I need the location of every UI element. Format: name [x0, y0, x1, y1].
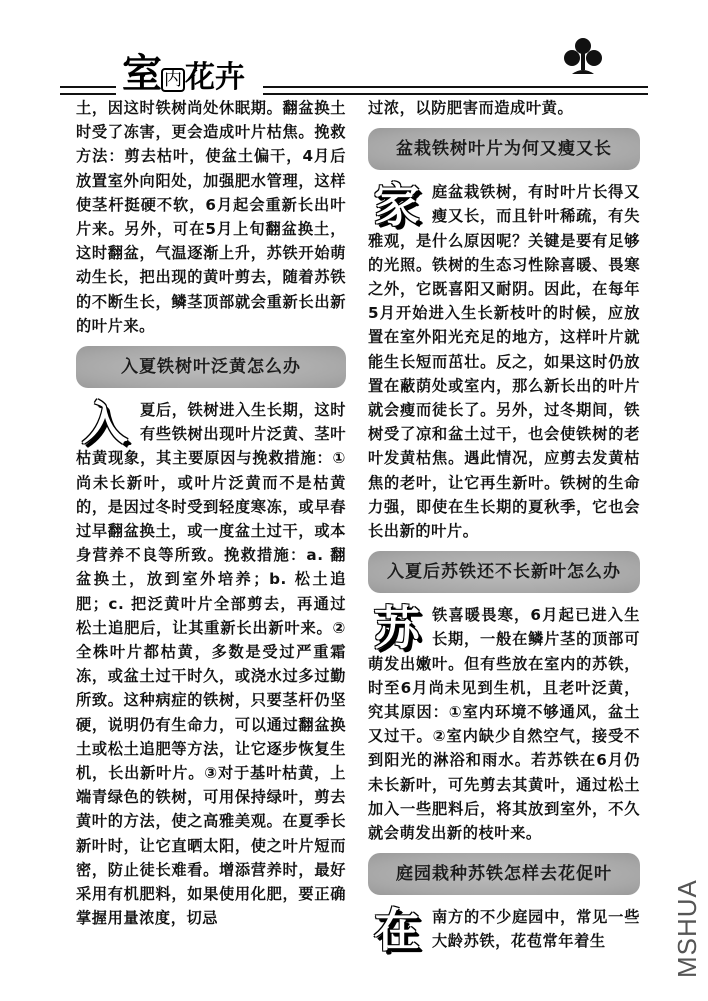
continued-paragraph: 过浓，以防肥害而造成叶黄。 [368, 99, 574, 117]
section-title [122, 42, 245, 99]
article-paragraph [368, 180, 640, 543]
right-column [368, 96, 640, 958]
club-flower-icon [558, 34, 608, 82]
title-boxed-char: 内 [161, 68, 185, 92]
paragraph-body: 铁喜暖畏寒，6月起已进入生长期，一般在鳞片茎的顶部可萌发出嫩叶。但有些放在室内的苏铁，时至6月尚未见到生机，且老叶泛黄，究其原因：①室内环境不够通风，盆土又过干。②室内缺少自然空气，接受不到阳光的淋浴和雨水。若苏铁在6月仍未长新叶，可先剪去其黄叶，通过松土加入一些肥料后，将其放到室外，不久就会萌发出新的枝叶来。 [368, 606, 640, 843]
dropcap: 在 [373, 903, 421, 958]
section-heading: 庭园栽种苏铁怎样去花促叶 [368, 853, 640, 895]
masthead [58, 38, 658, 98]
paragraph-body: 庭盆栽铁树，有时叶片长得又瘦又长，而且针叶稀疏，有失雅观，是什么原因呢？关键是要有足够的光照。铁树的生态习性除喜暖、畏寒之外，它既喜阳又耐阴。因此，在每年5月开始进入生长新枝叶的时候，应放置在室外阳光充足的地方，这样叶片就能生长短而茁壮。反之，如果这时仍放置在蔽荫处或室内，那么新长出的叶片就会瘦而徒长了。另外，过冬期间，铁树受了凉和盆土过干，也会使铁树的老叶发黄枯焦。遇此情况，应剪去发黄枯焦的老叶，让它再生新叶。铁树的生命力强，即使在生长期的夏秋季，它也会长出新的叶片。 [368, 183, 640, 541]
section-heading: 盆栽铁树叶片为何又瘦又长 [368, 128, 640, 170]
paragraph-body: 夏后，铁树进入生长期，这时有些铁树出现叶片泛黄、茎叶枯黄现象，其主要原因与挽救措施：①尚未长新叶，或叶片泛黄而不是枯黄的，是因过冬时受到轻度寒冻，或早春过早翻盆换土，或一度盆土过干，或本身营养不良等所致。挽救措施：a. 翻盆换土，放到室外培养；b. 松土追肥；c. 把泛黄叶片全部剪去，再通过松土追肥后，让其重新长出新叶来。②全株叶片都枯黄，多数是受过严重霜冻，或盆土过干时久，或浇水过多过勤所致。这种病症的铁树，只要茎杆仍坚硬，说明仍有生命力，可以通过翻盆换土或松土追肥等方法，让它逐步恢复生机，长出新叶片。③对于基叶枯黄，上端青绿色的铁树，可用保持绿叶，剪去黄叶的方法，使之高雅美观。在夏季长新叶时，让它直晒太阳，使之叶片短而密，防止徒长难看。增添营养时，最好采用有机肥料，如果使用化肥，要正确掌握用量浓度，切忌 [76, 401, 346, 928]
title-part-2: 花卉 [185, 60, 245, 95]
dropcap: 苏 [373, 601, 421, 656]
article-paragraph [368, 603, 640, 845]
watermark: MSHUA [672, 879, 702, 978]
continued-paragraph: 土，因这时铁树尚处休眠期。翻盆换土时受了冻害，更会造成叶片枯焦。挽救方法：剪去枯叶，使盆土偏干，4月后放置室外向阳处，加强肥水管理，这样使茎杆挺硬不软，6月起会重新长出叶片来。另外，可在5月上旬翻盆换土，这时翻盆，气温逐渐上升，苏铁开始萌动生长，把出现的黄叶剪去，随着苏铁的不断生长，鳞茎顶部就会重新长出新的叶片来。 [76, 99, 346, 335]
masthead-rule-left [60, 86, 116, 95]
article-paragraph [368, 903, 640, 958]
section-heading: 入夏铁树叶泛黄怎么办 [76, 346, 346, 388]
article-paragraph [76, 398, 346, 930]
paragraph-body: 南方的不少庭园中，常见一些大龄苏铁，花苞常年着生 [432, 908, 640, 951]
masthead-rule-right [263, 86, 648, 95]
section-heading: 入夏后苏铁还不长新叶怎么办 [368, 551, 640, 593]
dropcap: 家 [373, 178, 421, 233]
title-part-1: 室 [122, 51, 161, 97]
left-column [76, 96, 346, 931]
dropcap: 入 [81, 396, 129, 451]
